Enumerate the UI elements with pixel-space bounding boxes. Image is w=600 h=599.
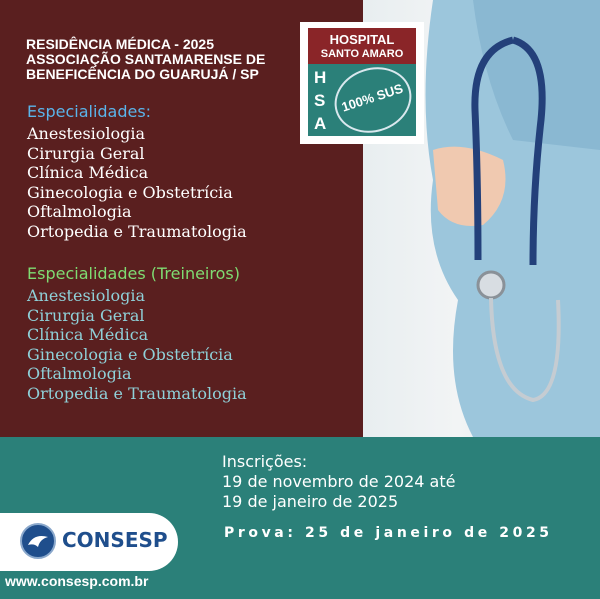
hospital-logo-line1: HOSPITAL: [329, 32, 395, 47]
organizer-name: CONSESP: [62, 528, 168, 552]
list-item: Cirurgia Geral: [27, 143, 145, 163]
hospital-logo: [300, 22, 424, 144]
list-item: Clínica Médica: [27, 325, 149, 344]
registration-date-end: 19 de janeiro de 2025: [222, 492, 399, 511]
list-item: Anestesiologia: [27, 124, 146, 143]
consesp-emblem-icon: [20, 523, 56, 559]
list-item: Ginecologia e Obstetrícia: [27, 344, 233, 364]
specialties-heading: Especialidades:: [27, 102, 152, 121]
list-item: Ginecologia e Obstetrícia: [27, 182, 233, 202]
initial-letter: H: [314, 68, 327, 87]
sus-stamp-text: 100% SUS: [339, 80, 405, 115]
title-line: ASSOCIAÇÃO SANTAMARENSE DE: [26, 51, 266, 67]
website-link[interactable]: www.consesp.com.br: [5, 573, 149, 589]
hospital-logo-band: [308, 64, 416, 136]
hospital-logo-badge: [308, 28, 416, 136]
specialties-list: [27, 102, 247, 241]
title-line: BENEFICÊNCIA DO GUARUJÁ / SP: [26, 66, 259, 82]
exam-date: Prova: 25 de janeiro de 2025: [224, 525, 553, 541]
list-item: Oftalmologia: [27, 202, 132, 221]
registration-date-start: 19 de novembro de 2024 até: [222, 472, 456, 491]
registration-info: [222, 452, 455, 512]
initial-letter: S: [314, 91, 326, 110]
organizer-logo: [0, 513, 178, 571]
list-item: Clínica Médica: [27, 163, 149, 182]
registration-label: Inscrições:: [222, 452, 308, 471]
list-item: Ortopedia e Traumatologia: [27, 221, 247, 241]
sus-stamp: [326, 58, 420, 143]
hospital-logo-line2: SANTO AMARO: [320, 48, 404, 60]
trainee-specialties-heading: Especialidades (Treineiros): [27, 264, 240, 283]
hospital-initials: [314, 66, 326, 135]
initial-letter: A: [314, 114, 327, 133]
list-item: Cirurgia Geral: [27, 305, 145, 325]
title-line: RESIDÊNCIA MÉDICA - 2025: [26, 36, 215, 52]
list-item: Anestesiologia: [27, 286, 146, 305]
trainee-specialties-list: [27, 264, 247, 403]
list-item: Ortopedia e Traumatologia: [27, 383, 247, 403]
list-item: Oftalmologia: [27, 364, 132, 383]
